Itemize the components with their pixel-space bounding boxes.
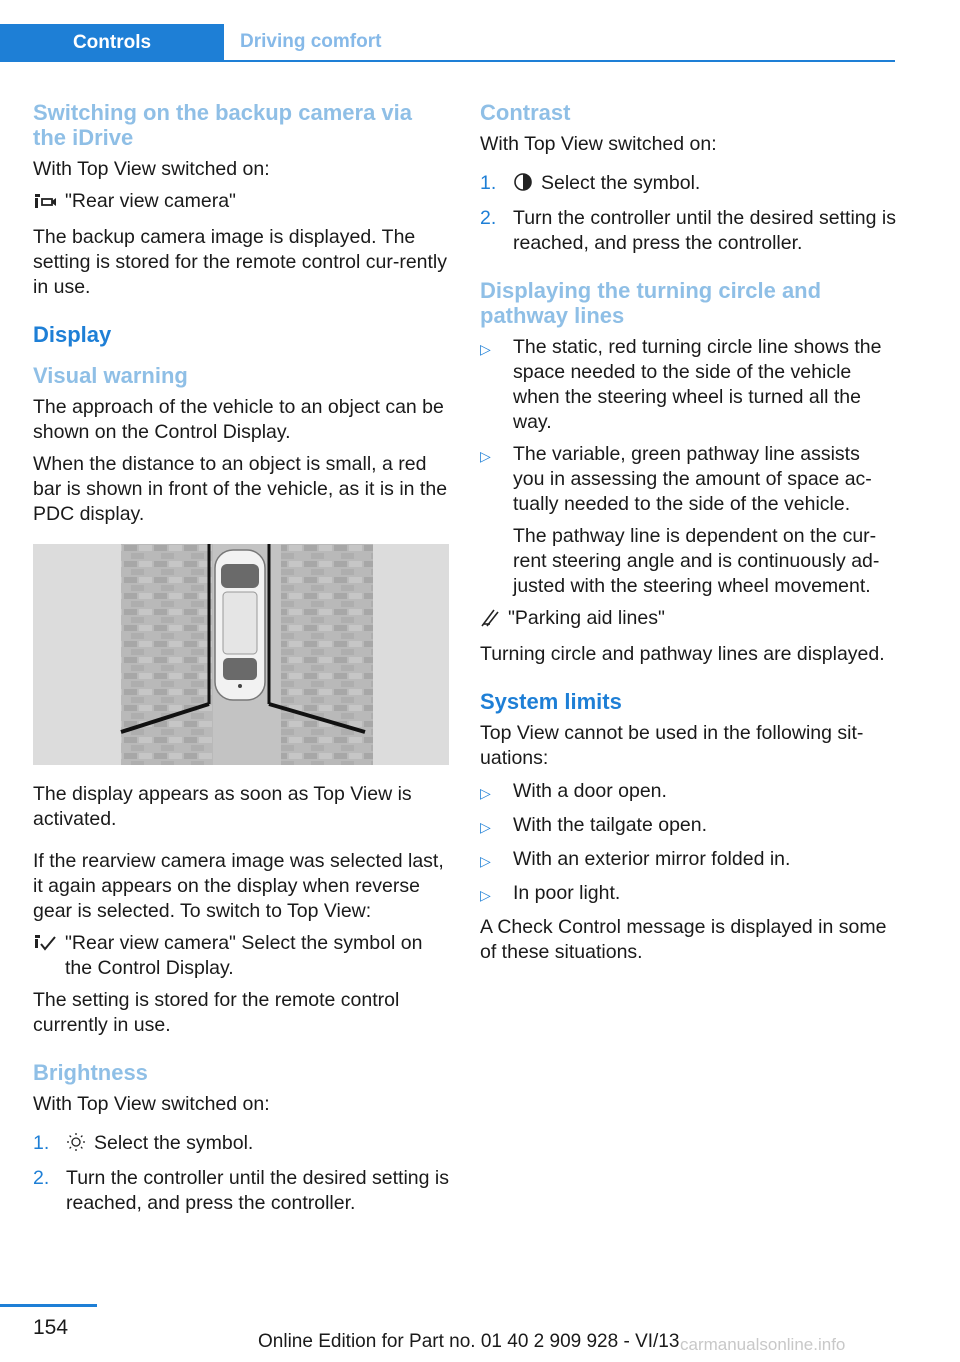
icon-line-rear-camera (33, 189, 449, 218)
step-text: Select the symbol. (94, 1132, 254, 1154)
bullet-text: With the tailgate open. (513, 814, 708, 836)
step-number: 2. (480, 207, 497, 229)
bullet-marker: ▷ (480, 819, 491, 835)
left-column (33, 100, 449, 1223)
paragraph: The approach of the vehicle to an object can be shown on the Control Display. (33, 396, 444, 443)
brightness-icon (66, 1132, 86, 1159)
paragraph: The display appears as soon as Top View is activated. (33, 783, 412, 830)
edition-note: Online Edition for Part no. 01 40 2 909 928 - VI/13 (258, 1331, 680, 1352)
list-item (33, 1166, 449, 1216)
camera-icon (33, 191, 57, 218)
brightness-steps (33, 1131, 449, 1216)
list-item (480, 813, 896, 840)
paragraph: Turning circle and pathway lines are displayed. (480, 643, 885, 665)
heading-system-limits: System limits (480, 689, 622, 714)
list-item (480, 779, 896, 806)
step-text: Turn the controller until the desired setting is reached, and press the controller. (66, 1167, 449, 1214)
tab-controls: Controls (0, 24, 224, 62)
top-view-illustration (33, 544, 449, 765)
list-item (480, 847, 896, 874)
bullet-marker: ▷ (480, 853, 491, 869)
list-item (480, 881, 896, 908)
tab-driving-comfort: Driving comfort (240, 31, 382, 52)
heading-visual-warning: Visual warning (33, 363, 188, 388)
icon-line-text: "Parking aid lines" (508, 607, 665, 629)
paragraph: A Check Control message is displayed in some of these situations. (480, 916, 887, 963)
paragraph: When the distance to an object is small, a red bar is shown in front of the vehicle, as it is in the PDC display. (33, 453, 448, 525)
heading-turning-circle: Displaying the turning circle and pathway lines (480, 278, 822, 328)
bullet-text: With a door open. (513, 780, 667, 802)
heading-backup-camera: Switching on the backup camera via the iDrive (33, 100, 412, 150)
heading-contrast: Contrast (480, 100, 571, 125)
footer-rule (0, 1304, 97, 1307)
paragraph: With Top View switched on: (480, 133, 717, 155)
step-number: 2. (33, 1167, 50, 1189)
bullet-list (480, 335, 896, 517)
icon-line-text: "Rear view camera" (65, 190, 236, 212)
step-text: Turn the controller until the desired setting is reached, and press the controller. (513, 207, 896, 254)
contrast-steps (480, 171, 896, 256)
bullet-text: The variable, green pathway line assists you in assessing the amount of space ac-tually needed to the side of the vehicle. (513, 443, 872, 515)
step-text: Select the symbol. (541, 172, 701, 194)
list-item (480, 171, 896, 199)
camera-select-icon (33, 933, 57, 960)
step-number: 1. (480, 172, 497, 194)
bullet-marker: ▷ (480, 341, 491, 357)
paragraph: With Top View switched on: (33, 1093, 270, 1115)
bullet-marker: ▷ (480, 887, 491, 903)
paragraph: If the rearview camera image was selected last, it again appears on the display when reverse gear is selected. To switch to Top View: (33, 850, 444, 922)
list-item (480, 206, 896, 256)
heading-display: Display (33, 322, 112, 347)
paragraph-indented: The pathway line is dependent on the cur-rent steering angle and is continuously ad-justed with the steering wheel movement. (513, 525, 880, 597)
icon-line-rear-camera-select (33, 931, 449, 981)
paragraph: With Top View switched on: (33, 158, 270, 180)
right-column (480, 100, 896, 972)
paragraph: Top View cannot be used in the following sit-uations: (480, 722, 864, 769)
bullet-text: In poor light. (513, 882, 621, 904)
parking-lines-icon (480, 608, 500, 635)
paragraph: The setting is stored for the remote control currently in use. (33, 989, 400, 1036)
list-item (33, 1131, 449, 1159)
icon-line-text: "Rear view camera" Select the symbol on the Control Display. (65, 932, 423, 979)
heading-brightness: Brightness (33, 1060, 148, 1085)
contrast-icon (513, 172, 533, 199)
bullet-marker: ▷ (480, 785, 491, 801)
icon-line-parking-lines (480, 606, 896, 635)
list-item (480, 442, 896, 517)
paragraph: The backup camera image is displayed. The setting is stored for the remote control cur-rently in use. (33, 226, 448, 298)
list-item (480, 335, 896, 435)
step-number: 1. (33, 1132, 50, 1154)
bullet-marker: ▷ (480, 448, 491, 464)
bullet-text: The static, red turning circle line shows the space needed to the side of the vehicle when the steering wheel is turned all the way. (513, 336, 882, 433)
bullet-text: With an exterior mirror folded in. (513, 848, 791, 870)
page-header (0, 24, 895, 62)
page-number: 154 (33, 1316, 69, 1339)
watermark: carmanualsonline.info (680, 1335, 846, 1354)
bullet-list (480, 779, 896, 908)
